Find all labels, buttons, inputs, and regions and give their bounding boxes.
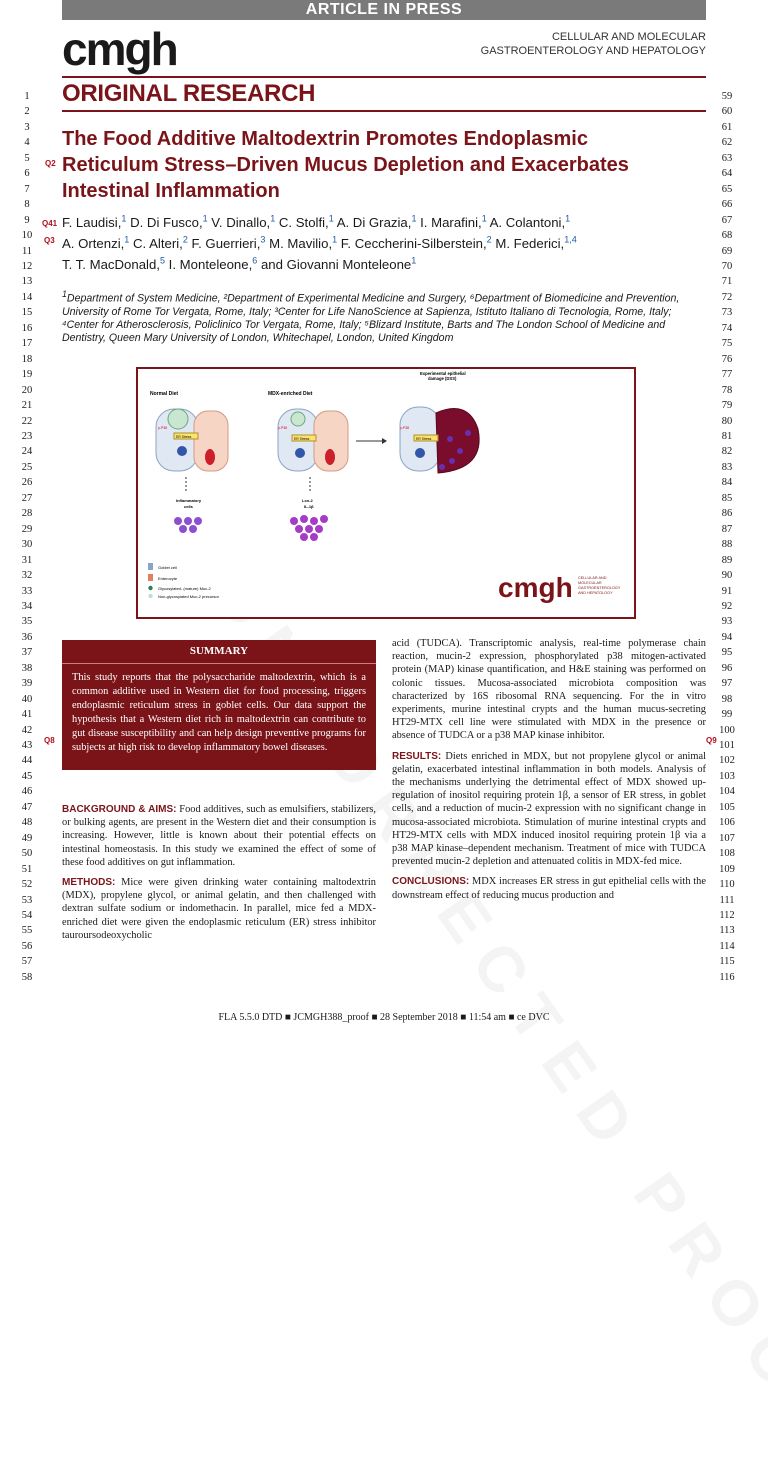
journal-logo: cmgh (62, 23, 177, 75)
damage-label-1: Experimental epithelial (420, 371, 466, 376)
line-number: 25 (21, 461, 33, 473)
journal-name (481, 30, 706, 58)
proof-footer: FLA 5.5.0 DTD ■ JCMGH388_proof ■ 28 September 2018 ■ 11:54 am ■ ce DVC (218, 1012, 550, 1023)
damage-label-2: damage (DSS) (428, 376, 457, 381)
author: C. Alteri,$^2$ (132, 234, 188, 252)
article-title (62, 126, 682, 204)
figure-logo-text-4: AND HEPATOLOGY (578, 591, 613, 595)
line-number: 19 (21, 369, 33, 381)
line-number: 35 (21, 616, 33, 628)
author: A. Ortenzi,$^1$ (62, 234, 130, 252)
line-number: 14 (21, 291, 33, 303)
author: D. Di Fusco,$^1$ (130, 214, 208, 231)
line-number: 34 (21, 600, 33, 612)
er-stress-label-2: ER Stress (294, 437, 310, 441)
line-number: 76 (721, 353, 733, 365)
line-number: 33 (21, 585, 33, 597)
methods-paragraph: METHODS: Mice were given drinking water containing maltodextrin (MDX), propylene glycol, or animal gelatin, and then challenged with dextran sulfate sodium or indomethacin. In parallel, mice fed a MDX-enriched diet were given the endoplasmic reticulum (ER) stress inhibitor tauroursodeoxycholic (62, 877, 376, 941)
line-number: 112 (719, 910, 735, 922)
mdx-diet-label: MDX-enriched Diet (268, 391, 313, 397)
line-number: 45 (21, 770, 33, 782)
line-number: 65 (721, 183, 733, 195)
line-number: 61 (721, 121, 733, 133)
line-number: 46 (21, 786, 33, 798)
mature-muc2-swatch (148, 586, 152, 590)
line-number: 97 (721, 678, 733, 690)
line-number: 90 (721, 570, 733, 582)
cytokine-cells (290, 515, 328, 541)
line-number: 36 (21, 631, 33, 643)
line-number: 67 (721, 214, 733, 226)
line-number: 91 (721, 585, 733, 597)
graphical-abstract (136, 367, 636, 619)
line-number: 96 (721, 662, 733, 674)
line-number: 26 (21, 477, 33, 489)
line-number: 57 (21, 956, 33, 968)
damaged-tissue-shape (436, 409, 479, 473)
line-number: 4 (24, 137, 30, 149)
line-number: 2 (24, 106, 30, 118)
author: C. Stolfi,$^1$ (278, 214, 334, 231)
author: F. Ceccherini-Silberstein,$^2$ (340, 234, 492, 252)
line-number: 80 (721, 415, 733, 427)
line-number: 72 (721, 291, 733, 303)
er-stress-label: ER Stress (176, 435, 192, 439)
line-number: 73 (721, 307, 733, 319)
line-number: 79 (721, 400, 733, 412)
normal-diet-cells (156, 409, 228, 533)
author: F. Laudisi,$^1$ (62, 214, 127, 231)
line-number: 109 (719, 863, 735, 875)
line-number: 47 (21, 801, 33, 813)
damaged-epithelium (400, 407, 479, 473)
query-marker: Q8 (44, 736, 55, 745)
author: T. T. MacDonald,$^5$ (62, 255, 165, 273)
author: M. Mavilio,$^1$ (269, 234, 338, 252)
line-number: 27 (21, 492, 33, 504)
author: V. Dinallo,$^1$ (211, 214, 276, 231)
lcn2-label: Lcn-2 (302, 498, 313, 503)
enterocyte-swatch (148, 574, 153, 581)
line-number: 58 (21, 971, 33, 983)
line-number: 78 (721, 384, 733, 396)
normal-diet-label: Normal Diet (150, 391, 179, 397)
line-number: 68 (721, 230, 733, 242)
line-number: 100 (719, 724, 735, 736)
summary-box (62, 640, 376, 770)
line-number: 71 (721, 276, 733, 288)
line-number: 82 (721, 446, 733, 458)
summary-text: This study reports that the polysaccharide maltodextrin, which is a common additive used in Western diet for food processing, triggers endoplasmic reticulum stress in goblet cells. Our data support the hypothesis that a Western diet rich in maltodextrin can contribute to gut disease susceptibility and can help design preventive programs for subjects at high risk to develop inflammatory bowel diseases. (72, 672, 366, 753)
line-number: 52 (21, 879, 33, 891)
line-number: 116 (719, 971, 735, 983)
line-number: 81 (721, 430, 733, 442)
line-numbers-right (714, 89, 740, 985)
author: A. Colantoni,$^1$ (489, 214, 571, 231)
summary-heading: SUMMARY (62, 640, 376, 664)
line-number: 49 (21, 832, 33, 844)
legend-precursor: Non-glycosylated Muc-2 precursor (158, 594, 219, 599)
line-number: 18 (21, 353, 33, 365)
article-in-press-banner: ARTICLE IN PRESS (62, 0, 706, 20)
line-number: 13 (21, 276, 33, 288)
line-number: 64 (721, 168, 733, 180)
abstract-left-column (62, 803, 376, 949)
legend-goblet: Goblet cell (158, 565, 177, 570)
nucleus-shape (177, 446, 187, 456)
line-number: 51 (21, 863, 33, 875)
line-number: 98 (721, 693, 733, 705)
author: I. Marafini,$^1$ (420, 214, 487, 231)
author: M. Federici,$^{1,4}$ (495, 234, 577, 252)
line-number: 87 (721, 523, 733, 535)
figure-logo-text-1: CELLULAR AND (578, 576, 607, 580)
line-number: 38 (21, 662, 33, 674)
p-p38-label-3: p-P38 (400, 426, 410, 430)
query-marker: Q41 (42, 219, 58, 228)
line-number: 77 (721, 369, 733, 381)
line-number: 115 (719, 956, 735, 968)
line-number: 89 (721, 554, 733, 566)
line-number: 44 (21, 755, 33, 767)
line-number: 93 (721, 616, 733, 628)
line-number: 17 (21, 338, 33, 350)
line-number: 102 (719, 755, 735, 767)
line-number: 59 (721, 91, 733, 102)
line-number: 60 (721, 106, 733, 118)
p-p38-label: p-P38 (158, 426, 168, 430)
title-line-1: The Food Additive Maltodextrin Promotes Endoplasmic (62, 128, 588, 150)
line-number: 69 (721, 245, 733, 257)
affiliations: $^1$Department of System Medicine, ²Department of Experimental Medicine and Surgery, ⁶Department of Biomedicine and Prevention, University of Rome Tor Vergata, Rome, Italy; ³Center for Life NanoScience at Sapienza, Istituto Italiano di Tecnologia, Rome, Italy; ⁴Center for Atherosclerosis, Policlinico Tor Vergata, Rome, Italy; ⁵Blizard Institute, Barts and The London School of Medicine and Dentistry, Queen Mary University of London, Whitechapel, London, United Kingdom (62, 289, 680, 344)
line-number: 42 (21, 724, 33, 736)
conclusions-paragraph: CONCLUSIONS: MDX increases ER stress in gut epithelial cells with the downstream effect of reducing mucus production and (392, 876, 706, 901)
line-number: 15 (21, 307, 33, 319)
graphical-abstract-svg (138, 369, 634, 617)
line-number: 101 (719, 740, 735, 752)
line-number: 107 (719, 832, 735, 844)
line-number: 62 (721, 137, 733, 149)
figure-legend (148, 563, 220, 599)
line-number: 70 (721, 260, 733, 272)
journal-name-line1: CELLULAR AND MOLECULAR (551, 31, 706, 43)
line-number: 86 (721, 508, 733, 520)
line-number: 106 (719, 817, 735, 829)
legend-mature-muc2: Glycosylated- (mature) Muc-2 (158, 586, 211, 591)
er-stress-label-3: ER Stress (416, 437, 432, 441)
line-number: 63 (721, 152, 733, 164)
inflammatory-label-2: cells (184, 504, 193, 509)
line-number: 31 (21, 554, 33, 566)
results-paragraph: RESULTS: Diets enriched in MDX, but not propylene glycol or animal gelatin, exacerbated intestinal inflammation in both models. Analysis of the mechanisms underlying the detrimental effect of MDX showed up-regulation of inositol requiring protein 1β, a sensor of ER stress, in goblet cells, and a reduction of mucin-2 expression with no significant change in mucosa-associated microbiota. Stimulation of murine intestinal crypts and HT29-MTX cells with MDX induced inositol requiring protein 1β via a p38 MAP kinase–dependent mechanism. Treatment of mice with TUDCA prevented mucin-2 depletion and attenuated colitis in MDX-fed mice. (392, 750, 706, 868)
line-number: 21 (21, 400, 33, 412)
il1b-label: IL-1β (304, 504, 314, 509)
line-number: 20 (21, 384, 33, 396)
line-number: 92 (721, 600, 733, 612)
line-number: 50 (21, 848, 33, 860)
precursor-muc2-swatch (148, 594, 152, 598)
line-number: 32 (21, 570, 33, 582)
line-number: 22 (21, 415, 33, 427)
line-number: 108 (719, 848, 735, 860)
line-number: 110 (719, 879, 735, 891)
section-rule (62, 110, 706, 112)
line-number: 56 (21, 940, 33, 952)
line-number: 66 (721, 199, 733, 211)
line-number: 37 (21, 647, 33, 659)
mdx-diet-cells (278, 409, 348, 541)
figure-logo-text-3: GASTROENTEROLOGY (578, 586, 621, 590)
line-number: 114 (719, 940, 735, 952)
line-number: 39 (21, 678, 33, 690)
header-rule (62, 76, 706, 78)
line-number: 12 (21, 260, 33, 272)
title-line-2: Reticulum Stress–Driven Mucus Depletion and Exacerbates (62, 154, 629, 176)
line-number: 7 (24, 183, 30, 195)
mucin-granules (168, 409, 188, 429)
line-number: 11 (21, 245, 33, 257)
line-number: 104 (719, 786, 735, 798)
line-number: 40 (21, 693, 33, 705)
line-number: 88 (721, 539, 733, 551)
figure-logo-text-2: MOLECULAR (578, 581, 602, 585)
query-marker: Q2 (45, 159, 56, 168)
figure-logo: cmgh (498, 572, 573, 603)
methods-continued: acid (TUDCA). Transcriptomic analysis, real-time polymerase chain reaction, mucin-2 expression, phosphorylated p38 mitogen-activated protein (MAP) kinase quantification, and H&E staining was performed on colonic tissues. Mucosa-associated microbiota composition was characterized by 16S ribosomal RNA sequencing. For the in vitro experiments, murine intestinal crypts and the human mucus-secreting HT29-MTX cell line were stimulated with MDX in the presence or absence of TUDCA or a p38 MAP kinase inhibitor. (392, 638, 706, 742)
line-number: 53 (21, 894, 33, 906)
nucleus-shape (205, 449, 215, 465)
line-number: 8 (24, 199, 30, 211)
author: F. Guerrieri,$^3$ (191, 234, 266, 252)
line-number: 94 (721, 631, 733, 643)
author: A. Di Grazia,$^1$ (336, 214, 417, 231)
query-marker: Q9 (706, 736, 717, 745)
line-number: 43 (21, 740, 33, 752)
line-number: 99 (721, 709, 733, 721)
line-number: 6 (24, 168, 30, 180)
inflammatory-cells (174, 517, 202, 533)
line-number: 1 (24, 91, 30, 102)
line-number: 28 (21, 508, 33, 520)
title-line-3: Intestinal Inflammation (62, 180, 280, 202)
author: and Giovanni Monteleone$^1$ (260, 255, 417, 273)
line-number: 23 (21, 430, 33, 442)
query-marker: Q3 (44, 236, 55, 245)
line-number: 55 (21, 925, 33, 937)
line-number: 9 (24, 214, 30, 226)
line-number: 85 (721, 492, 733, 504)
p-p38-label-2: p-P38 (278, 426, 288, 430)
author: I. Monteleone,$^6$ (168, 255, 258, 273)
line-number: 74 (721, 322, 733, 334)
line-number: 16 (21, 322, 33, 334)
legend-enterocyte: Enterocyte (158, 576, 178, 581)
line-number: 75 (721, 338, 733, 350)
line-number: 95 (721, 647, 733, 659)
inflammatory-label-1: Inflammatory (176, 498, 202, 503)
line-number: 30 (21, 539, 33, 551)
line-number: 105 (719, 801, 735, 813)
line-number: 111 (719, 894, 735, 906)
line-number: 48 (21, 817, 33, 829)
line-number: 24 (21, 446, 33, 458)
author-list (62, 211, 706, 274)
line-number: 29 (21, 523, 33, 535)
line-number: 5 (24, 152, 30, 164)
goblet-cell-swatch (148, 563, 153, 570)
section-label: ORIGINAL RESEARCH (62, 80, 316, 107)
abstract-right-column (392, 637, 706, 909)
line-number: 103 (719, 770, 735, 782)
line-number: 41 (21, 709, 33, 721)
line-number: 3 (24, 121, 30, 133)
arrow-right-head (382, 438, 387, 444)
line-number: 83 (721, 461, 733, 473)
background-paragraph: BACKGROUND & AIMS: Food additives, such as emulsifiers, stabilizers, or bulking agents, are present in the Western diet and their consumption is increasing. However, little is known about their potential effects on intestinal homeostasis. In this study we examined the effect of some of these food additives on gut inflammation. (62, 804, 376, 868)
line-numbers-left (14, 89, 40, 985)
line-number: 10 (21, 230, 33, 242)
line-number: 84 (721, 477, 733, 489)
line-number: 54 (21, 910, 33, 922)
journal-name-line2: GASTROENTEROLOGY AND HEPATOLOGY (480, 45, 706, 57)
line-number: 113 (719, 925, 735, 937)
